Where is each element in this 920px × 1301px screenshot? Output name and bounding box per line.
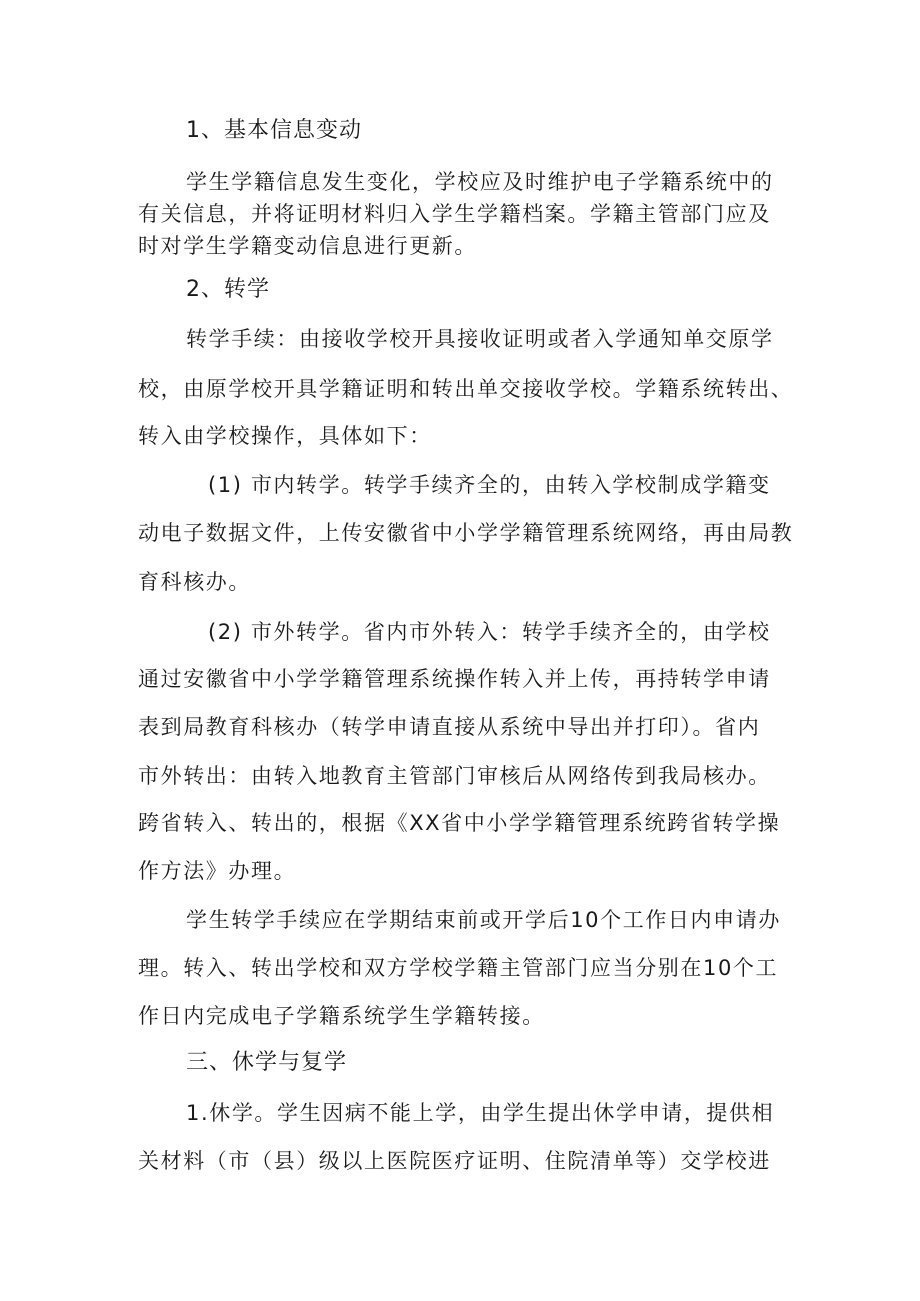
paragraph-line: 关材料（市（县）级以上医院医疗证明、住院清单等）交学校进 [138, 1149, 771, 1173]
paragraph-line: 1.休学。学生因病不能上学，由学生提出休学申请，提供相 [186, 1101, 775, 1125]
paragraph-line: 市外转出：由转入地教育主管部门审核后从网络传到我局核办。 [138, 764, 771, 788]
paragraph-line: 通过安徽省中小学学籍管理系统操作转入并上传，再持转学申请 [138, 667, 771, 691]
paragraph-line: 校，由原学校开具学籍证明和转出单交接收学校。学籍系统转出、 [138, 377, 794, 401]
paragraph-line: 转入由学校操作，具体如下： [138, 424, 432, 448]
list-item-inter-city-transfer: (2) 市外转学。省内市外转入：转学手续齐全的，由学校 [208, 620, 771, 644]
paragraph-line: 时对学生学籍变动信息进行更新。 [138, 234, 477, 258]
paragraph-line: 动电子数据文件，上传安徽省中小学学籍管理系统网络，再由局教 [138, 521, 794, 545]
paragraph-line: 跨省转入、转出的，根据《XX省中小学学籍管理系统跨省转学操 [138, 811, 781, 835]
paragraph-line: 表到局教育科核办（转学申请直接从系统中导出并打印）。省内 [138, 715, 761, 739]
paragraph-line: 转学手续：由接收学校开具接收证明或者入学通知单交原学 [186, 327, 774, 351]
paragraph-line: 学生转学手续应在学期结束前或开学后10个工作日内申请办 [186, 908, 781, 932]
section-heading-basic-info-change: 1、基本信息变动 [186, 118, 362, 143]
paragraph-line: 作方法》办理。 [138, 859, 297, 883]
section-heading-transfer: 2、转学 [186, 277, 270, 302]
paragraph-line: 作日内完成电子学籍系统学生学籍转接。 [138, 1004, 545, 1028]
paragraph-line: 有关信息，并将证明材料归入学生学籍档案。学籍主管部门应及 [138, 202, 771, 226]
paragraph-line: 学生学籍信息发生变化，学校应及时维护电子学籍系统中的 [186, 170, 774, 194]
paragraph-line: 理。转入、转出学校和双方学校学籍主管部门应当分别在10个工 [138, 956, 779, 980]
section-heading-suspension-resumption: 三、休学与复学 [186, 1050, 348, 1075]
list-item-intra-city-transfer: (1) 市内转学。转学手续齐全的，由转入学校制成学籍变 [208, 473, 771, 497]
paragraph-line: 育科核办。 [138, 570, 251, 594]
